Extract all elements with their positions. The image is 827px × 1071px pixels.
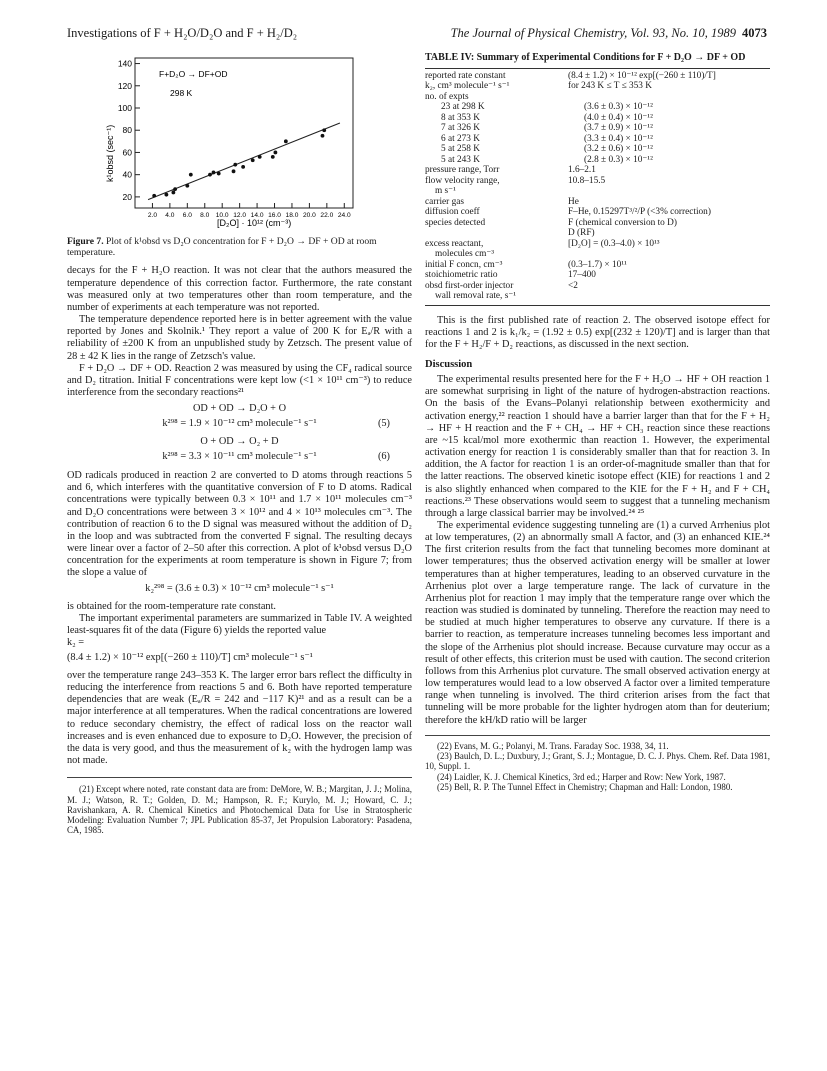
- table-cell-value: 10.8–15.5: [568, 175, 606, 186]
- data-point: [232, 169, 236, 173]
- table-row: [425, 92, 770, 103]
- reference-25: (25) Bell, R. P. The Tunnel Effect in Chemistry; Chapman and Hall: London, 1980.: [437, 781, 733, 792]
- footnote-text: (21) Except where noted, rate constant data are from: DeMore, W. B.; Margitan, J. J.; Molina, M. J.; Watson, R. T.; Golden, D. M.; Hampson, R. F.; Kurylo, M. J.; Howard, C. J.; Ravishankara, A. R. Chemical Kinetics and Photochemical Data for Use in Stratospheric Modeling: Evaluation Number 7; JPL Publication 85-37, Jet Propulsion Laboratory: Pasadena, CA, 1985.: [67, 784, 412, 836]
- paragraph: over the temperature range 243–353 K. The larger error bars reflect the difficulty in reducing the interference from reactions 5 and 6. Both have reported temperature dependencies that are weak (Eₐ/R = 242 and −117 K)²¹ and as a result can be a major interference at all temperatures. When the radical concentrations are lowered to reduce secondary chemistry, the effect of radical loss on the reactor wall increases and is even enhanced due to exposure to D₂O. However, the precision of the data is very good, and thus the measurement of k₂ with the hydrogen lamp was not made.: [67, 670, 412, 767]
- journal-citation: The Journal of Physical Chemistry, Vol. 93, No. 10, 1989: [450, 26, 736, 40]
- table-iv: [425, 68, 770, 306]
- x-tick-label: 18.0: [285, 212, 299, 219]
- table-row: [425, 81, 770, 92]
- table-cell-value: [578, 186, 770, 197]
- table-cell-label: carrier gas: [425, 196, 464, 207]
- y-tick-label: 100: [117, 103, 132, 113]
- reference-22: (22) Evans, M. G.; Polanyi, M. Trans. Faraday Soc. 1938, 34, 11.: [437, 740, 669, 751]
- equation-5: [67, 418, 412, 433]
- data-point: [284, 139, 288, 143]
- y-tick-label: 120: [117, 80, 132, 91]
- paragraph: The temperature dependence reported here is in better agreement with the value reported by Jones and Skolnik.¹ They report a value of 200 K for Eₐ/R with a reliability of ±200 K from an unpublished study by Zetzsch. The present value of 28 ± 42 K lies in the range of Zetzsch's value.: [67, 314, 412, 362]
- table-row: [425, 176, 770, 187]
- data-point: [212, 171, 216, 175]
- table-cell-value: [568, 92, 770, 103]
- paragraph: The important experimental parameters are summarized in Table IV. A weighted least-squares fit of the data (Figure 6) yields the reported value: [67, 612, 412, 636]
- table-row: [425, 186, 770, 197]
- caption-label: Figure 7.: [67, 236, 104, 247]
- table-row: [425, 113, 770, 124]
- y-tick-label: 60: [122, 147, 132, 158]
- x-tick-label: 24.0: [337, 212, 351, 219]
- data-point: [164, 193, 168, 197]
- x-axis-label: [D₂O] · 10¹² (cm⁻³): [217, 218, 292, 228]
- table-row: [425, 134, 770, 145]
- table-row: [425, 291, 770, 302]
- table-cell-label: excess reactant,: [425, 238, 484, 249]
- table-cell-label: stoichiometric ratio: [425, 270, 498, 280]
- plot-reaction-label: F+D₂O → DF+OD: [159, 69, 228, 79]
- table-cell-label: 5 at 243 K: [441, 154, 480, 165]
- table-cell-value: [D₂O] = (0.3–4.0) × 10¹³: [568, 238, 660, 249]
- table-cell-label: [425, 228, 568, 239]
- x-tick-label: 4.0: [165, 212, 175, 219]
- table-cell-label: no. of expts: [425, 91, 469, 102]
- references: [425, 735, 770, 792]
- y-tick-label: 80: [122, 125, 132, 136]
- plot-frame: [135, 58, 353, 208]
- table-cell-value: (3.3 ± 0.4) × 10⁻¹²: [584, 133, 653, 144]
- paragraph: OD radicals produced in reaction 2 are converted to D atoms through reactions 5 and 6, which interferes with the quantitative conversion of F to D atoms. Radical concentrations were typically between 0.3 × 10¹¹ and 1.7 × 10¹¹ molecules cm⁻³ and D₂O concentrations were between 3 × 10¹² and 4 × 10¹³ molecules cm⁻³. The contribution of reaction 6 to the D signal was measured without the addition of D₂ in the loop and was subtracted from the converted F signal. The resulting decays were linear over a factor of 2–50 after this correction. A plot of k¹obsd versus D₂O concentration for the experiments at room temperature is shown in Figure 7; from the slope a value of: [67, 470, 412, 579]
- equation-number: (6): [377, 451, 390, 463]
- data-point: [185, 184, 189, 188]
- data-point: [241, 165, 245, 169]
- data-point: [217, 172, 221, 176]
- data-point: [258, 155, 262, 159]
- fit-line: [148, 123, 340, 200]
- equation-k2-298: [67, 583, 412, 598]
- table-cell-value: (4.0 ± 0.4) × 10⁻¹²: [584, 112, 653, 123]
- table-cell-label: 6 at 273 K: [441, 133, 480, 144]
- table-cell-label: 8 at 353 K: [441, 112, 480, 123]
- table-cell-value: (8.4 ± 1.2) × 10⁻¹² exp[(−260 ± 110)/T]: [568, 70, 716, 81]
- running-head-title: Investigations of F + H₂O/D₂O and F + H₂/D₂: [67, 26, 298, 40]
- y-tick-label: 140: [117, 58, 132, 69]
- table-cell-value: He: [568, 196, 579, 207]
- table-row: [425, 155, 770, 166]
- data-point: [322, 128, 326, 132]
- table-cell-value: <2: [568, 280, 578, 291]
- section-heading: Discussion: [425, 358, 473, 370]
- equation-text: OD + OD → D₂O + O: [193, 403, 286, 415]
- left-column: [67, 52, 412, 836]
- caption-text: Plot of k¹obsd vs D₂O concentration for F + D₂O → DF + OD at room temperature.: [67, 236, 377, 259]
- equation-5-reaction: [67, 403, 412, 418]
- table-cell-value: 1.6–2.1: [568, 165, 596, 175]
- figure-7: [67, 52, 412, 230]
- y-axis-label: k¹obsd (sec⁻¹): [105, 124, 115, 182]
- table-cell-value: F (chemical conversion to D): [568, 217, 677, 228]
- table-row: [425, 218, 770, 229]
- table-row: [425, 123, 770, 134]
- equation-6: [67, 451, 412, 466]
- table-cell-value: F–He, 0.15297T³/²/P (<3% correction): [568, 207, 711, 217]
- paragraph: This is the first published rate of reaction 2. The observed isotope effect for reactions 1 and 2 is k₁/k₂ = (1.92 ± 0.5) exp[(232 ± 120)/T] and is larger than that for the F + H₂/F + D₂ reactions, as discussed in the next section.: [425, 314, 770, 350]
- right-column: [425, 52, 770, 792]
- table-cell-label: 7 at 326 K: [441, 123, 480, 133]
- equation-text: k²⁹⁸ = 3.3 × 10⁻¹¹ cm³ molecule⁻¹ s⁻¹: [162, 451, 317, 463]
- x-tick-label: 20.0: [302, 212, 316, 219]
- table-cell-value: (3.6 ± 0.3) × 10⁻¹²: [584, 102, 653, 112]
- figure-7-caption: [67, 236, 412, 258]
- data-point: [171, 191, 175, 195]
- data-point: [321, 134, 325, 138]
- table-cell-label: k₂, cm³ molecule⁻¹ s⁻¹: [425, 81, 510, 91]
- equation-text: k₂ =: [67, 637, 85, 648]
- table-cell-value: [578, 291, 770, 302]
- page-number: 4073: [742, 26, 767, 40]
- reference-23: (23) Baulch, D. L.; Duxbury, J.; Grant, S. J.; Montague, D. C. J. Phys. Chem. Ref. Data 1981, 10, Suppl. 1.: [425, 750, 770, 772]
- equation-text: k²⁹⁸ = 1.9 × 10⁻¹² cm³ molecule⁻¹ s⁻¹: [162, 418, 317, 430]
- equation-text: O + OD → O₂ + D: [200, 436, 279, 448]
- data-point: [173, 187, 177, 191]
- paragraph: The experimental results presented here for the F + H₂O → HF + OH reaction 1 are somewhat surprising in light of the nature of hydrogen-abstraction reactions. On the basis of the Evans–Polanyi relationship between exothermicity and activation energy,²² reaction 1 should have a barrier larger than that for the F + H₂ → HF + H reaction and the F + CH₄ → HF + CH₃ reaction since these reactions are ~15 kcal/mol more exothermic than reaction 1. However, the experimental activation energy for reaction 1 is considerably smaller than that for reaction 3. In addition, the A factor for reaction 1 is an order-of-magnitude smaller than that for the latter reactions. The observed kinetic isotope effect (KIE) for reactions 1 and 2 is also slightly enhanced when compared to the KIE for the F + H₂ and F + CH₄ reactions.²³ These observations would seem to suggest that a tunneling mechanism through a large classical barrier may be involved.²⁴ ²⁵: [425, 374, 770, 519]
- table-cell-value: (2.8 ± 0.3) × 10⁻¹²: [584, 154, 653, 165]
- table-row: [425, 281, 770, 292]
- table-cell-label: 5 at 258 K: [441, 144, 480, 154]
- table-iv-title: TABLE IV: Summary of Experimental Conditions for F + D₂O → DF + OD: [425, 52, 746, 63]
- paragraph: decays for the F + H₂O reaction. It was not clear that the authors measured the temperature dependence of this correction factor. Furthermore, the rate constant was measured only at two temperatures other than room temperature, and the number of experiments at each temperature was not reported.: [67, 265, 412, 313]
- data-point: [152, 194, 156, 198]
- footnote-21: [67, 777, 412, 835]
- table-cell-value: 17–400: [568, 270, 596, 280]
- table-cell-label: species detected: [425, 217, 486, 228]
- table-row: [425, 249, 770, 260]
- table-cell-label: wall removal rate, s⁻¹: [435, 291, 517, 301]
- table-row: [425, 228, 770, 239]
- x-tick-label: 14.0: [250, 212, 264, 219]
- table-row: [425, 260, 770, 271]
- x-tick-label: 16.0: [268, 212, 281, 219]
- reference-24: (24) Laidler, K. J. Chemical Kinetics, 3rd ed.; Harper and Row: New York, 1987.: [437, 771, 726, 782]
- equation-text: k₂²⁹⁸ = (3.6 ± 0.3) × 10⁻¹² cm³ molecule⁻¹ s⁻¹: [145, 582, 334, 594]
- paragraph: The experimental evidence suggesting tunneling are (1) a curved Arrhenius plot at low temperatures, (2) an abnormally small A factor, and (3) an enhanced KIE.²⁴ The first criterion results from the fact that tunneling becomes more dominant at lower temperatures; thus the observed activation energy will be smaller at lower temperatures than at higher temperatures, leading to an observed curvature in the Arrhenius plot over a large temperature range. The lack of curvature in the Arrhenius plot for reaction 1 may imply that the temperature range over which the reaction was studied is dominated by tunneling. Therefore the reaction may need to be studied at much higher temperatures to observe any curvature. If there is a barrier to reaction, as temperature increases tunneling becomes less important and the slope of the Arrhenius plot should increase. Because curvature may occur as a result of other effects, this criterion must be used with caution. The second criterion follows from this Arrhenius plot curvature. The small observed activation energy at low temperatures would lead to a low observed A factor over a limited temperature range when tunneling is involved. The third criterion arises from the fact that tunneling will be more probable for the lighter hydrogen atom than for deuterium; therefore the kH/kD ratio will be larger: [425, 520, 770, 726]
- table-row: [425, 197, 770, 208]
- paragraph: is obtained for the room-temperature rate constant.: [67, 600, 277, 612]
- table-cell-label: flow velocity range,: [425, 175, 500, 186]
- data-point: [208, 173, 212, 177]
- data-point: [233, 163, 237, 167]
- x-tick-label: 22.0: [320, 212, 334, 219]
- table-row: [425, 102, 770, 113]
- table-cell-value: (0.3–1.7) × 10¹¹: [568, 259, 627, 270]
- x-tick-label: 2.0: [147, 212, 158, 219]
- table-cell-value: (3.7 ± 0.9) × 10⁻¹²: [584, 123, 653, 133]
- table-cell-label: diffusion coeff: [425, 207, 480, 217]
- table-row: [425, 270, 770, 281]
- table-row: [425, 207, 770, 218]
- plot-temperature-label: 298 K: [170, 88, 193, 98]
- paragraph: F + D₂O → DF + OD. Reaction 2 was measured by using the CF₄ radical source and D₂ titration. Initial F concentrations were kept low (<1 × 10¹¹ cm⁻³) to reduce interference from the secondary reactions²¹: [67, 362, 412, 398]
- equation-k2-label: [67, 637, 412, 652]
- equation-6-reaction: [67, 436, 412, 451]
- data-point: [273, 151, 277, 155]
- figure-7-plot: [97, 52, 397, 230]
- equation-number: (5): [377, 418, 390, 430]
- table-row: [425, 239, 770, 250]
- table-cell-label: initial F concn, cm⁻³: [425, 259, 503, 270]
- table-cell-label: reported rate constant: [425, 70, 506, 81]
- table-cell-label: molecules cm⁻³: [435, 249, 495, 259]
- x-tick-label: 8.0: [200, 212, 210, 219]
- table-cell-label: obsd first-order injector: [425, 280, 514, 291]
- data-point: [251, 158, 255, 162]
- table-row: [425, 165, 770, 176]
- equation-k2-arrhenius: [67, 652, 412, 667]
- table-row: [425, 71, 770, 82]
- table-cell-value: for 243 K ≤ T ≤ 353 K: [568, 81, 652, 91]
- y-tick-label: 40: [122, 169, 132, 180]
- running-head-journal: [451, 26, 767, 41]
- table-cell-label: m s⁻¹: [435, 186, 456, 196]
- table-cell-label: 23 at 298 K: [441, 102, 485, 112]
- table-cell-label: pressure range, Torr: [425, 165, 500, 175]
- table-row: [425, 144, 770, 155]
- equation-text: (8.4 ± 1.2) × 10⁻¹² exp[(−260 ± 110)/T] cm³ molecule⁻¹ s⁻¹: [67, 652, 313, 663]
- table-cell-value: (3.2 ± 0.6) × 10⁻¹²: [584, 144, 653, 154]
- x-tick-label: 10.0: [215, 212, 229, 219]
- x-tick-label: 6.0: [182, 212, 192, 219]
- table-cell-value: [578, 249, 770, 260]
- data-point: [271, 155, 275, 159]
- y-tick-label: 20: [122, 191, 132, 202]
- table-cell-value: D (RF): [568, 228, 595, 238]
- x-tick-label: 12.0: [233, 212, 247, 219]
- data-point: [189, 173, 193, 177]
